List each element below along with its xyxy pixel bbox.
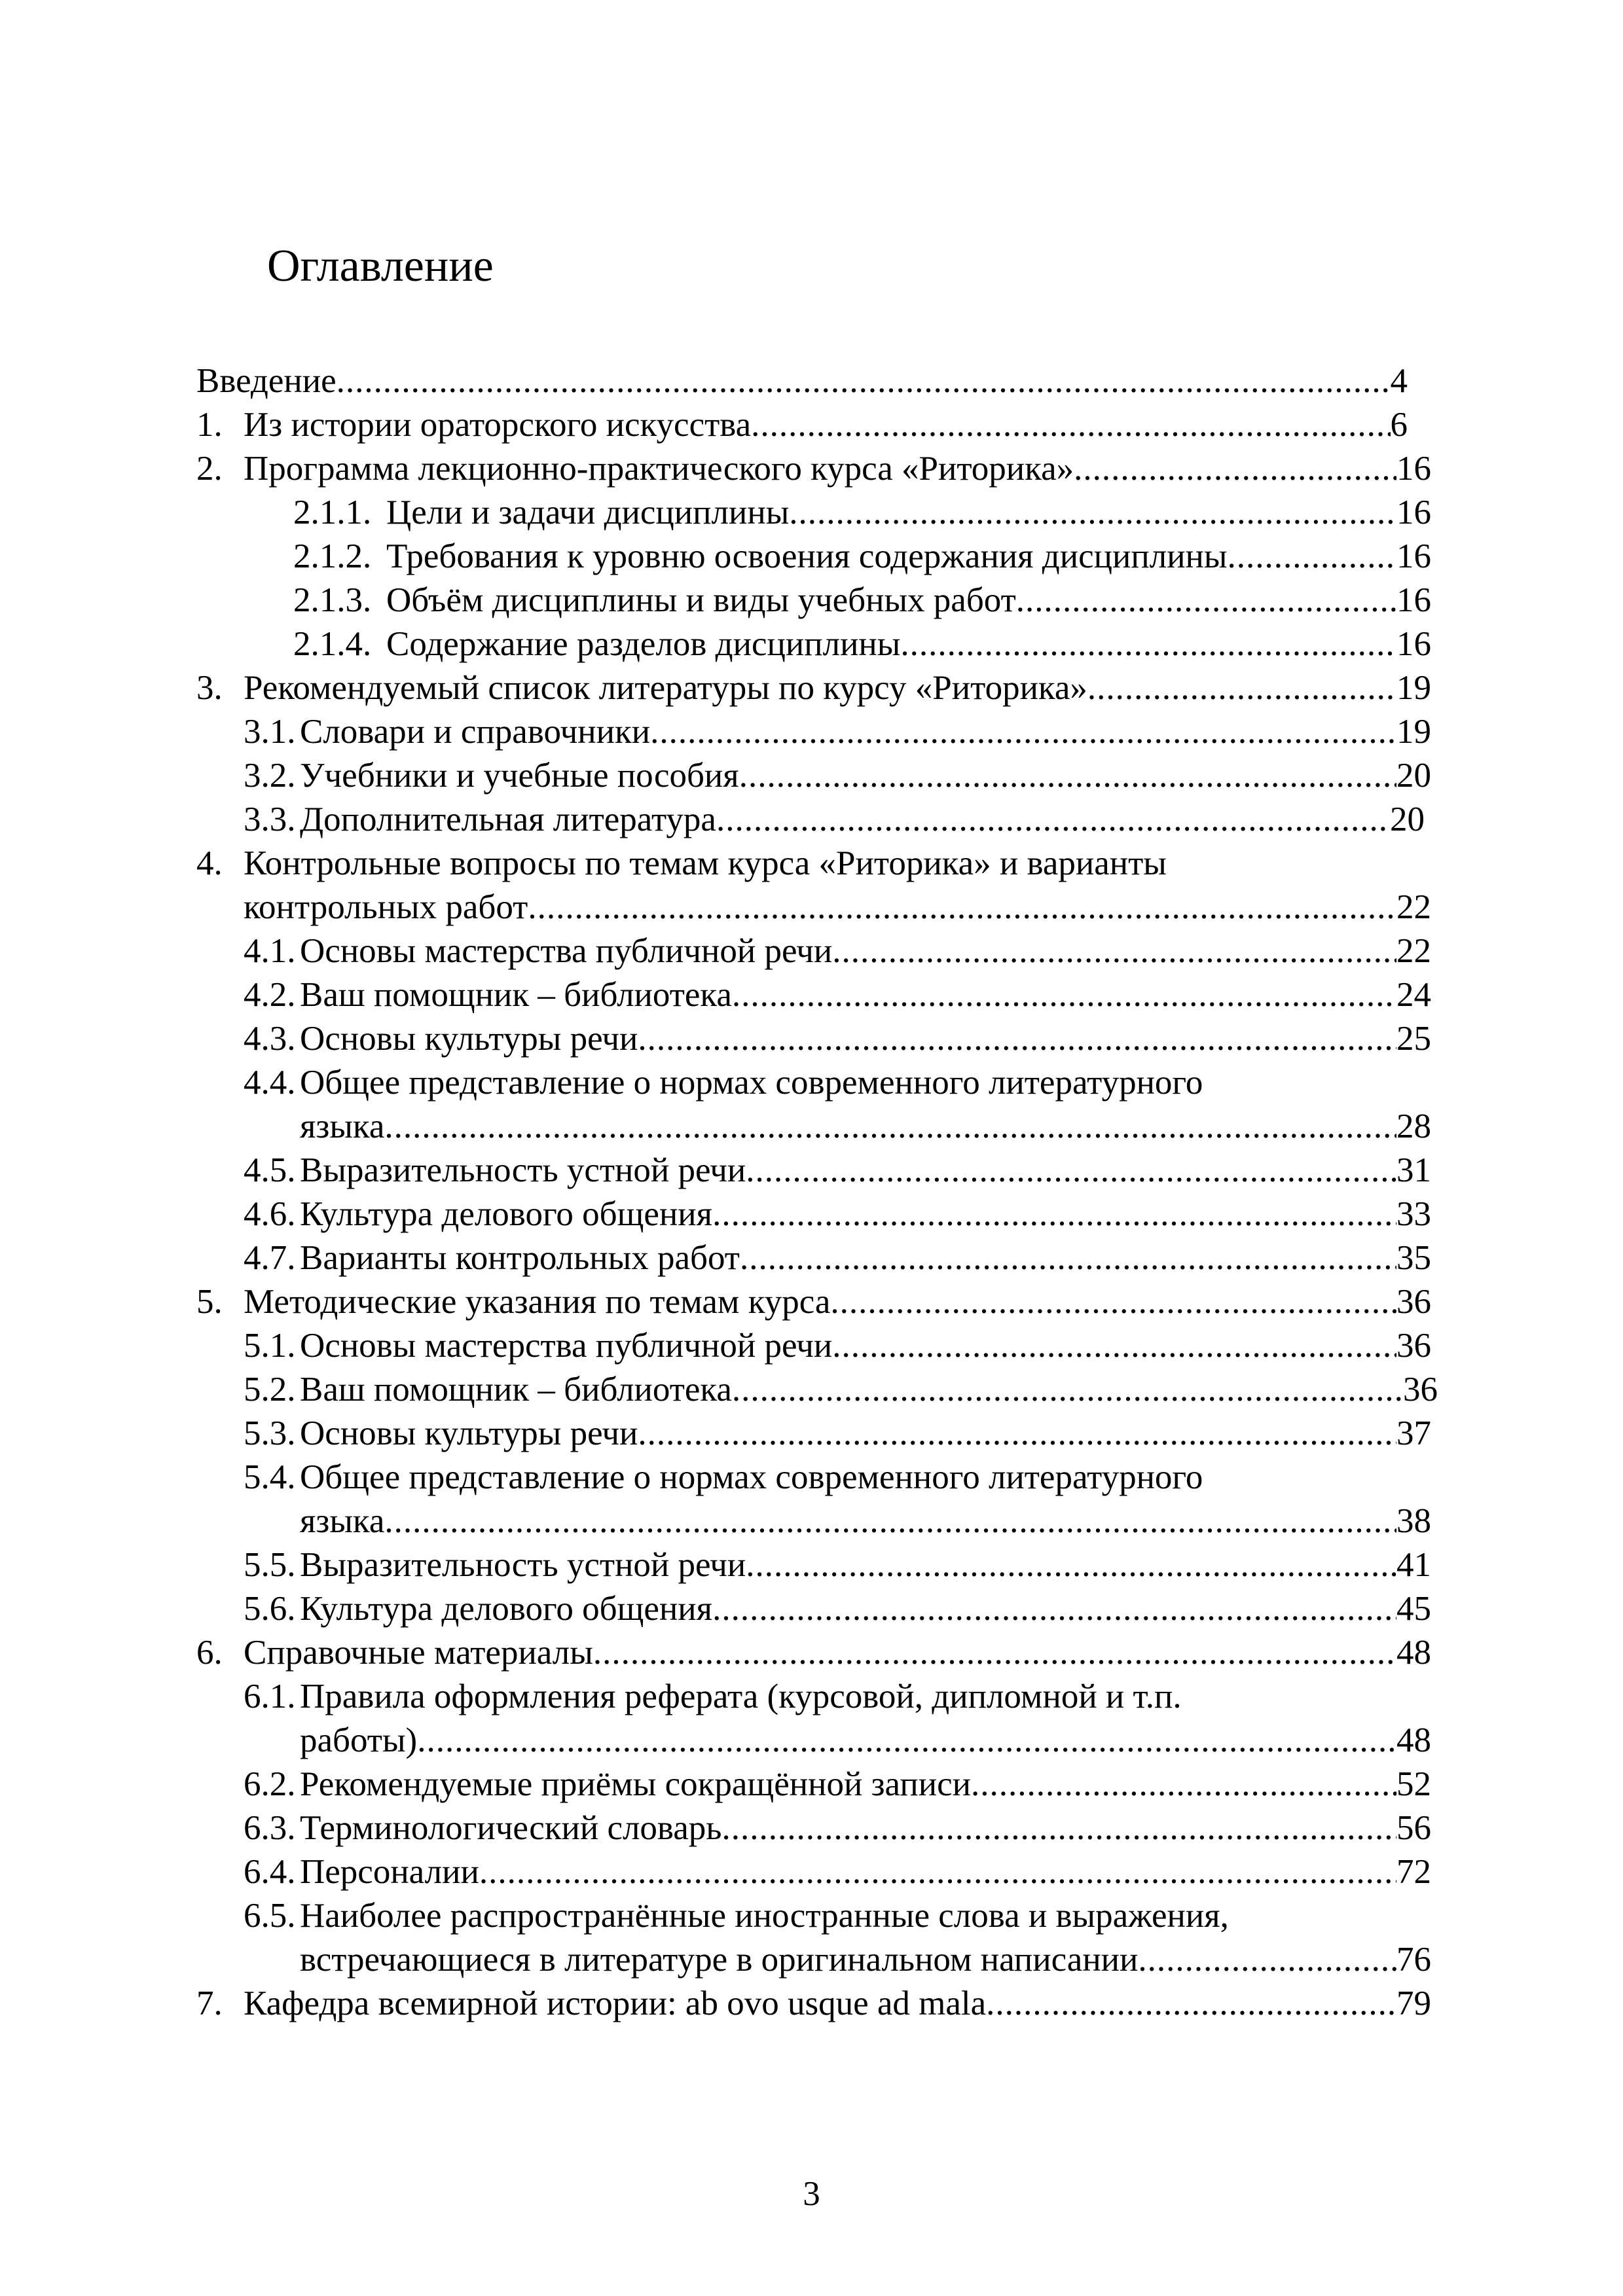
toc-entry-label: Терминологический словарь xyxy=(300,1809,722,1847)
toc-entry-page: 41 xyxy=(1396,1546,1431,1584)
toc-entry-number: 5.4. xyxy=(244,1458,296,1496)
toc-entry-number: 5.6. xyxy=(244,1590,296,1628)
toc-entry-label[interactable]: Общее представление о нормах современного литературного xyxy=(300,1458,1203,1496)
dot-leader xyxy=(739,753,1396,798)
toc-entry-label: Выразительность устной речи xyxy=(300,1546,746,1584)
toc-entry[interactable] xyxy=(244,1323,1431,1368)
dot-leader xyxy=(1228,534,1396,579)
toc-entry-page: 36 xyxy=(1396,1327,1431,1365)
dot-leader xyxy=(900,622,1396,666)
dot-leader xyxy=(593,1630,1396,1675)
toc-entry-label[interactable]: Контрольные вопросы по темам курса «Риторика» и варианты xyxy=(244,844,1167,882)
toc-entry-number: 2.1.3. xyxy=(293,581,372,619)
toc-entry-label: Ваш помощник – библиотека xyxy=(300,1371,732,1408)
dot-leader xyxy=(740,1236,1396,1280)
toc-entry-page: 31 xyxy=(1396,1151,1431,1189)
toc-entry-label[interactable]: Правила оформления реферата (курсовой, дипломной и т.п. xyxy=(300,1677,1182,1715)
toc-entry[interactable] xyxy=(244,1016,1431,1061)
toc-entry-label: Учебники и учебные пособия xyxy=(300,757,739,795)
toc-entry-number: 3.3. xyxy=(244,800,296,838)
toc-entry-label: Объём дисциплины и виды учебных работ xyxy=(386,581,1016,619)
toc-entry-label: языка xyxy=(300,1502,385,1540)
toc-entry-label: контрольных работ xyxy=(244,888,528,926)
dot-leader xyxy=(1016,578,1396,622)
toc-entry[interactable] xyxy=(300,1718,1431,1763)
toc-entry-number: 6.3. xyxy=(244,1809,296,1847)
toc-entry-page: 36 xyxy=(1396,1283,1431,1321)
toc-entry-label: Выразительность устной речи xyxy=(300,1151,746,1189)
toc-entry-page: 45 xyxy=(1396,1590,1431,1628)
toc-entry-page: 48 xyxy=(1396,1634,1431,1672)
dot-leader xyxy=(638,1411,1396,1456)
dot-leader xyxy=(1074,446,1396,491)
toc-entry-number: 6.2. xyxy=(244,1765,296,1803)
toc-entry[interactable] xyxy=(244,1411,1431,1456)
dot-leader xyxy=(832,929,1396,973)
toc-entry-page: 16 xyxy=(1396,625,1431,663)
toc-entry-page: 16 xyxy=(1396,537,1431,575)
toc-entry[interactable] xyxy=(244,753,1431,798)
toc-entry-page: 16 xyxy=(1396,450,1431,488)
toc-entry-page: 76 xyxy=(1396,1941,1431,1979)
dot-leader xyxy=(986,1981,1396,2026)
toc-entry-label[interactable]: Общее представление о нормах современного литературного xyxy=(300,1064,1203,1102)
toc-entry[interactable] xyxy=(196,359,1408,403)
toc-entry-number: 2. xyxy=(196,450,223,488)
toc-entry-number: 3.1. xyxy=(244,713,296,751)
toc-entry-label: Введение xyxy=(196,362,337,400)
toc-entry-number: 2.1.1. xyxy=(293,493,372,531)
dot-leader xyxy=(721,1806,1396,1850)
toc-entry-label: Основы культуры речи xyxy=(300,1020,638,1058)
toc-entry-number: 5.5. xyxy=(244,1546,296,1584)
toc-entry[interactable] xyxy=(244,929,1431,973)
toc-entry-number: 2.1.2. xyxy=(293,537,372,575)
toc-entry[interactable] xyxy=(244,1806,1431,1850)
dot-leader xyxy=(830,1280,1396,1324)
toc-entry-page: 24 xyxy=(1396,976,1431,1014)
toc-entry-label: языка xyxy=(300,1107,385,1145)
toc-entry[interactable] xyxy=(244,885,1431,929)
toc-entry-label: Методические указания по темам курса xyxy=(244,1283,831,1321)
toc-entry-number: 5. xyxy=(196,1283,223,1321)
toc-entry-label: Из истории ораторского искусства xyxy=(244,406,752,444)
toc-entry-number: 6.1. xyxy=(244,1677,296,1715)
toc-entry-page: 72 xyxy=(1396,1853,1431,1891)
toc-entry-page: 20 xyxy=(1390,800,1425,838)
toc-entry-label: Дополнительная литература xyxy=(300,800,716,838)
toc-entry[interactable] xyxy=(244,1367,1438,1412)
dot-leader xyxy=(1087,666,1396,710)
toc-entry-page: 33 xyxy=(1396,1195,1431,1233)
toc-entry-label: Основы культуры речи xyxy=(300,1414,638,1452)
dot-leader xyxy=(751,403,1390,447)
toc-entry-page: 52 xyxy=(1396,1765,1431,1803)
dot-leader xyxy=(712,1587,1396,1631)
dot-leader xyxy=(716,797,1390,842)
toc-entry-page: 20 xyxy=(1396,757,1431,795)
toc-entry-number: 4.3. xyxy=(244,1020,296,1058)
dot-leader xyxy=(732,973,1396,1017)
toc-entry-number: 4.4. xyxy=(244,1064,296,1102)
toc-entry[interactable] xyxy=(244,1850,1431,1894)
toc-entry[interactable] xyxy=(244,1543,1431,1587)
toc-entry-label: Ваш помощник – библиотека xyxy=(300,976,732,1014)
toc-entry[interactable] xyxy=(293,578,1431,622)
toc-entry-page: 38 xyxy=(1396,1502,1431,1540)
toc-entry-label: Программа лекционно-практического курса «Риторика» xyxy=(244,450,1074,488)
toc-entry-number: 6. xyxy=(196,1634,223,1672)
dot-leader xyxy=(832,1323,1396,1368)
toc-entry-label: Культура делового общения xyxy=(300,1195,713,1233)
toc-entry-number: 7. xyxy=(196,1984,223,2022)
toc-entry[interactable] xyxy=(196,1630,1431,1675)
toc-entry-label: Рекомендуемый список литературы по курсу «Риторика» xyxy=(244,669,1087,707)
toc-entry-label: встречающиеся в литературе в оригинальном написании xyxy=(300,1941,1139,1979)
toc-entry[interactable] xyxy=(300,1104,1431,1149)
toc-entry[interactable] xyxy=(196,446,1431,491)
toc-entry[interactable] xyxy=(196,666,1431,710)
dot-leader xyxy=(746,1543,1396,1587)
toc-entry[interactable] xyxy=(244,973,1431,1017)
dot-leader xyxy=(528,885,1396,929)
toc-entry-label: Основы мастерства публичной речи xyxy=(300,932,833,970)
toc-entry-page: 56 xyxy=(1396,1809,1431,1847)
toc-entry[interactable] xyxy=(244,1587,1431,1631)
toc-entry[interactable] xyxy=(244,709,1431,754)
toc-entry-label: Основы мастерства публичной речи xyxy=(300,1327,833,1365)
toc-entry-label: Требования к уровню освоения содержания дисциплины xyxy=(386,537,1228,575)
toc-entry-page: 22 xyxy=(1396,932,1431,970)
toc-entry[interactable] xyxy=(300,1499,1431,1543)
dot-leader xyxy=(417,1718,1396,1763)
toc-entry-label: Рекомендуемые приёмы сокращённой записи xyxy=(300,1765,971,1803)
toc-entry-page: 16 xyxy=(1396,581,1431,619)
toc-entry-page: 22 xyxy=(1396,888,1431,926)
toc-entry-number: 4. xyxy=(196,844,223,882)
toc-entry-number: 3.2. xyxy=(244,757,296,795)
toc-entry-page: 19 xyxy=(1396,713,1431,751)
toc-entry-page: 6 xyxy=(1390,406,1408,444)
toc-entry-page: 19 xyxy=(1396,669,1431,707)
dot-leader xyxy=(1138,1937,1396,1982)
toc-entry[interactable] xyxy=(244,1236,1431,1280)
toc-entry[interactable] xyxy=(293,534,1431,579)
page-title: Оглавление xyxy=(267,241,494,291)
toc-entry-label: Цели и задачи дисциплины xyxy=(386,493,790,531)
dot-leader xyxy=(384,1104,1396,1149)
dot-leader xyxy=(337,359,1391,403)
toc-entry-number: 4.6. xyxy=(244,1195,296,1233)
toc-entry-label: Варианты контрольных работ xyxy=(300,1239,740,1277)
dot-leader xyxy=(650,709,1396,754)
toc-entry-number: 6.5. xyxy=(244,1897,296,1935)
toc-entry-label[interactable]: Наиболее распространённые иностранные слова и выражения, xyxy=(300,1897,1229,1935)
toc-entry-label: работы) xyxy=(300,1721,418,1759)
toc-entry-page: 4 xyxy=(1390,362,1408,400)
toc-entry-number: 4.7. xyxy=(244,1239,296,1277)
toc-entry[interactable] xyxy=(244,1192,1431,1236)
dot-leader xyxy=(638,1016,1396,1061)
dot-leader xyxy=(712,1192,1396,1236)
toc-entry-number: 4.1. xyxy=(244,932,296,970)
toc-entry[interactable] xyxy=(293,490,1431,535)
toc-entry-number: 5.2. xyxy=(244,1371,296,1408)
toc-entry-number: 5.1. xyxy=(244,1327,296,1365)
toc-entry-label: Персоналии xyxy=(300,1853,479,1891)
dot-leader xyxy=(384,1499,1396,1543)
dot-leader xyxy=(746,1148,1396,1193)
toc-entry-page: 28 xyxy=(1396,1107,1431,1145)
toc-entry-label: Справочные материалы xyxy=(244,1634,593,1672)
toc-entry[interactable] xyxy=(300,1937,1431,1982)
toc-entry-label: Словари и справочники xyxy=(300,713,651,751)
toc-entry-number: 4.5. xyxy=(244,1151,296,1189)
toc-entry-page: 16 xyxy=(1396,493,1431,531)
toc-entry[interactable] xyxy=(293,622,1431,666)
toc-entry[interactable] xyxy=(244,797,1425,842)
toc-entry-page: 25 xyxy=(1396,1020,1431,1058)
toc-entry-label: Культура делового общения xyxy=(300,1590,713,1628)
toc-entry-number: 5.3. xyxy=(244,1414,296,1452)
toc-entry[interactable] xyxy=(196,403,1408,447)
toc-entry-page: 37 xyxy=(1396,1414,1431,1452)
toc-entry-page: 48 xyxy=(1396,1721,1431,1759)
toc-entry-number: 6.4. xyxy=(244,1853,296,1891)
toc-entry-number: 3. xyxy=(196,669,223,707)
toc-entry-label: Кафедра всемирной истории: ab ovo usque ad mala xyxy=(244,1984,987,2022)
dot-leader xyxy=(479,1850,1396,1894)
toc-entry-page: 35 xyxy=(1396,1239,1431,1277)
dot-leader xyxy=(789,490,1396,535)
toc-entry-number: 1. xyxy=(196,406,223,444)
toc-entry[interactable] xyxy=(196,1280,1431,1324)
toc-entry[interactable] xyxy=(244,1148,1431,1193)
dot-leader xyxy=(732,1367,1403,1412)
toc-entry-page: 79 xyxy=(1396,1984,1431,2022)
toc-entry[interactable] xyxy=(244,1762,1431,1806)
dot-leader xyxy=(971,1762,1396,1806)
toc-entry-number: 4.2. xyxy=(244,976,296,1014)
toc-entry-label: Содержание разделов дисциплины xyxy=(386,625,901,663)
toc-entry-number: 2.1.4. xyxy=(293,625,372,663)
toc-entry[interactable] xyxy=(196,1981,1431,2026)
page-number: 3 xyxy=(803,2175,820,2213)
toc-entry-page: 36 xyxy=(1403,1371,1438,1408)
